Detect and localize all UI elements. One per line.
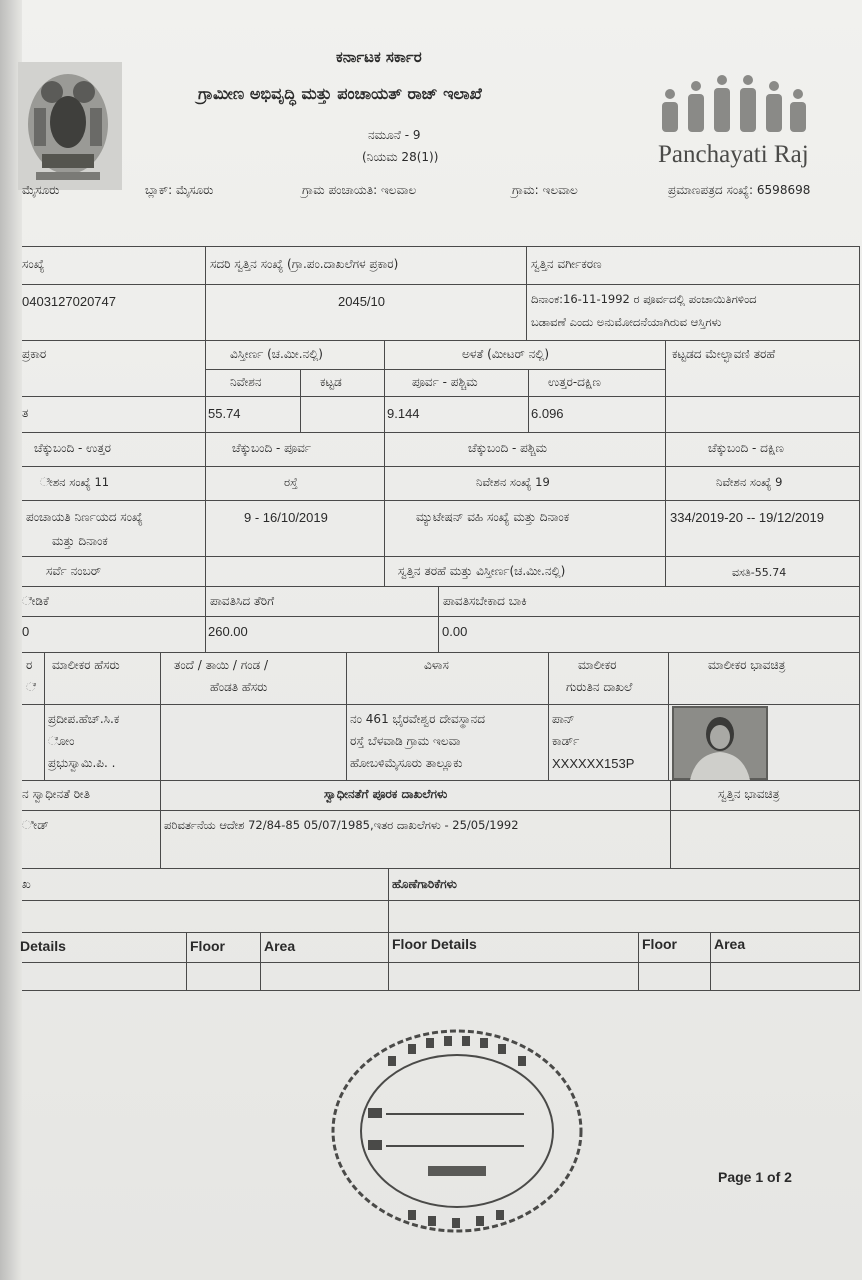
value-address-line2: ರಸ್ತೆ ಬೆಳವಾಡಿ ಗ್ರಾಮ ಇಲವಾ <box>350 734 461 748</box>
label-roof-type: ಕಟ್ಟಡದ ಮೇಲ್ಛಾವಣಿ ತರಹೆ <box>672 347 776 361</box>
label-mutation: ಮ್ಯುಟೇಷನ್ ವಹಿ ಸಂಖ್ಯೆ ಮತ್ತು ದಿನಾಂಕ <box>416 510 570 524</box>
panchayati-raj-people-icon <box>652 72 812 192</box>
page-edge-shadow <box>0 0 22 1280</box>
value-mutation: 334/2019-20 -- 19/12/2019 <box>670 510 824 525</box>
label-balance-due: ಪಾವತಿಸಬೇಕಾದ ಬಾಕಿ <box>443 594 527 608</box>
certificate-number: ಪ್ರಮಾಣಪತ್ರದ ಸಂಖ್ಯೆ: 6598698 <box>668 183 811 197</box>
value-id-line1: ಪಾನ್ <box>552 712 575 726</box>
label-liabilities-left: ಖ <box>22 877 31 891</box>
district-label: ಮೈಸೂರು <box>22 183 60 197</box>
value-owner-name-line1: ಪ್ರದೀಪ.ಹೆಚ್.ಸಿ.ಕ <box>48 712 120 726</box>
value-north-south: 6.096 <box>531 406 564 421</box>
label-floor-2: Floor <box>642 936 677 952</box>
label-owner-col0-line2: ೆ <box>26 680 36 694</box>
label-boundary-east: ಚೆಕ್ಕುಬಂದಿ - ಪೂರ್ವ <box>232 441 312 455</box>
karnataka-emblem-icon <box>18 62 122 190</box>
label-liabilities: ಹೊಣೆಗಾರಿಕೆಗಳು <box>392 877 457 891</box>
label-tax-paid: ಪಾವತಿಸಿದ ತೆರಿಗೆ <box>210 594 275 608</box>
label-area-col: Area <box>264 938 296 954</box>
label-floor-details: Floor Details <box>392 936 477 952</box>
value-id-number: XXXXXX153P <box>552 756 635 771</box>
label-measurement: ಅಳತೆ (ಮೀಟರ್ ನಲ್ಲಿ) <box>462 347 550 361</box>
label-area-2: Area <box>714 936 746 952</box>
label-address: ವಿಳಾಸ <box>424 658 449 672</box>
label-site: ನಿವೇಶನ <box>230 375 262 389</box>
value-supporting-documents: ಪರಿವರ್ತನೆಯ ಆದೇಶ 72/84-85 05/07/1985,ಇತರ ದಾಖಲೆಗಳು - 25/05/1992 <box>164 818 519 832</box>
value-boundary-west: ನಿವೇಶನ ಸಂಖ್ಯೆ 19 <box>476 475 550 489</box>
value-boundary-east: ರಸ್ತೆ <box>284 475 298 489</box>
panchayati-raj-logo-text: Panchayati Raj <box>658 141 809 168</box>
label-property-classification: ಸ್ವತ್ತಿನ ವರ್ಗೀಕರಣ <box>531 257 602 271</box>
value-boundary-north: ೇಶನ ಸಂಖ್ಯೆ 11 <box>40 475 110 489</box>
department-title: ಗ್ರಾಮೀಣ ಅಭಿವೃದ್ಧಿ ಮತ್ತು ಪಂಚಾಯತ್ ರಾಜ್ ಇಲಾಖೆ <box>198 84 482 103</box>
value-id-line2: ಕಾರ್ಡ್ <box>552 734 580 748</box>
value-boundary-south: ನಿವೇಶನ ಸಂಖ್ಯೆ 9 <box>716 475 783 489</box>
label-building: ಕಟ್ಟಡ <box>320 375 342 389</box>
label-id-line2: ಗುರುತಿನ ದಾಖಲೆ <box>566 680 633 694</box>
value-demand: 0 <box>22 624 30 639</box>
label-possession-method: ನ ಸ್ವಾಧೀನತೆ ರೀತಿ <box>22 787 90 801</box>
value-possession-method: ೀಡ್ <box>22 818 49 832</box>
owner-photo-icon <box>672 706 768 780</box>
value-east-west: 9.144 <box>387 406 420 421</box>
label-survey-number: ಸರ್ವೆ ನಂಬರ್ <box>46 564 101 578</box>
label-resolution-line1: ಪಂಚಾಯತಿ ನಿರ್ಣಯದ ಸಂಖ್ಯೆ <box>26 510 143 524</box>
state-title: ಕರ್ನಾಟಕ ಸರ್ಕಾರ <box>336 48 422 66</box>
label-owner-col0-line1: ರ <box>26 658 33 672</box>
label-details: Details <box>20 938 66 954</box>
label-id-line1: ಮಾಲೀಕರ <box>578 658 617 672</box>
label-east-west: ಪೂರ್ವ - ಪಶ್ಚಿಮ <box>412 375 478 389</box>
label-supporting-documents: ಸ್ವಾಧೀನತೆಗೆ ಪೂರಕ ದಾಖಲೆಗಳು <box>324 787 448 801</box>
value-number: 0403127020747 <box>22 294 116 309</box>
label-relation-line2: ಹೆಂಡತಿ ಹೆಸರು <box>210 680 268 694</box>
label-demand: ೇಡಿಕೆ <box>22 594 49 608</box>
label-property-number: ಸದರಿ ಸ್ವತ್ತಿನ ಸಂಖ್ಯೆ (ಗ್ರಾ.ಪಂ.ದಾಖಲೆಗಳ ಪ್ರಕಾರ) <box>210 257 399 271</box>
value-owner-name-line3: ಪ್ರಭುಸ್ವಾಮಿ.ಪಿ. . <box>48 756 116 770</box>
value-type: ತ <box>22 406 29 420</box>
label-north-south: ಉತ್ತರ-ದಕ್ಷಿಣ <box>548 375 601 389</box>
label-resolution-line2: ಮತ್ತು ದಿನಾಂಕ <box>52 534 108 548</box>
value-property-type-area: ವಸತಿ-55.74 <box>732 566 787 579</box>
value-resolution: 9 - 16/10/2019 <box>244 510 328 525</box>
label-boundary-west: ಚೆಕ್ಕುಬಂದಿ - ಪಶ್ಚಿಮ <box>468 441 548 455</box>
value-balance-due: 0.00 <box>442 624 468 639</box>
label-property-type-area: ಸ್ವತ್ತಿನ ತರಹೆ ಮತ್ತು ವಿಸ್ತೀರ್ಣ(ಚ.ಮೀ.ನಲ್ಲಿ) <box>398 564 566 578</box>
value-classification-line1: ದಿನಾಂಕ:16-11-1992 ರ ಪೂರ್ವದಲ್ಲಿ ಪಂಚಾಯಿತಿಗಳಿಂದ <box>531 292 757 306</box>
label-floor: Floor <box>190 938 225 954</box>
label-owner-photo: ಮಾಲೀಕರ ಭಾವಚಿತ್ರ <box>708 658 786 672</box>
label-relation-line1: ತಂದೆ / ತಾಯಿ / ಗಂಡ / <box>174 658 269 672</box>
value-property-number: 2045/10 <box>338 294 385 309</box>
value-address-line1: ನಂ 461 ಭೈರವೇಶ್ವರ ದೇವಸ್ಥಾನದ <box>350 712 485 726</box>
page-number: Page 1 of 2 <box>718 1169 792 1185</box>
value-owner-name-line2: ೋಂ <box>48 734 75 748</box>
gram-panchayat-seal-icon <box>328 1026 586 1236</box>
label-boundary-south: ಚೆಕ್ಕುಬಂದಿ - ದಕ್ಷಿಣ <box>708 441 784 455</box>
label-property-photo: ಸ್ವತ್ತಿನ ಭಾವಚಿತ್ರ <box>718 787 780 801</box>
value-tax-paid: 260.00 <box>208 624 248 639</box>
label-boundary-north: ಚೆಕ್ಕುಬಂದಿ - ಉತ್ತರ <box>34 441 112 455</box>
village-label: ಗ್ರಾಮ: ಇಲವಾಲ <box>512 183 578 197</box>
gram-panchayat-label: ಗ್ರಾಮ ಪಂಚಾಯತಿ: ಇಲವಾಲ <box>302 183 417 197</box>
rule-number: (ನಿಯಮ 28(1)) <box>362 150 439 164</box>
label-number: ಸಂಖ್ಯೆ <box>22 257 45 271</box>
form-number: ನಮೂನೆ - 9 <box>368 128 421 142</box>
label-owner-name: ಮಾಲೀಕರ ಹೆಸರು <box>52 658 120 672</box>
block-label: ಬ್ಲಾಕ್: ಮೈಸೂರು <box>145 183 214 197</box>
label-area: ವಿಸ್ತೀರ್ಣ (ಚ.ಮೀ.ನಲ್ಲಿ) <box>230 347 323 361</box>
label-type: ಪ್ರಕಾರ <box>22 347 47 361</box>
value-address-line3: ಹೋಬಳಿಮೈಸೂರು ತಾಲ್ಲೂಕು <box>350 756 463 770</box>
value-classification-line2: ಬಡಾವಣೆ ಎಂದು ಅನುಮೋದನೆಯಾಗಿರುವ ಆಸ್ತಿಗಳು <box>531 315 722 329</box>
value-site-area: 55.74 <box>208 406 241 421</box>
